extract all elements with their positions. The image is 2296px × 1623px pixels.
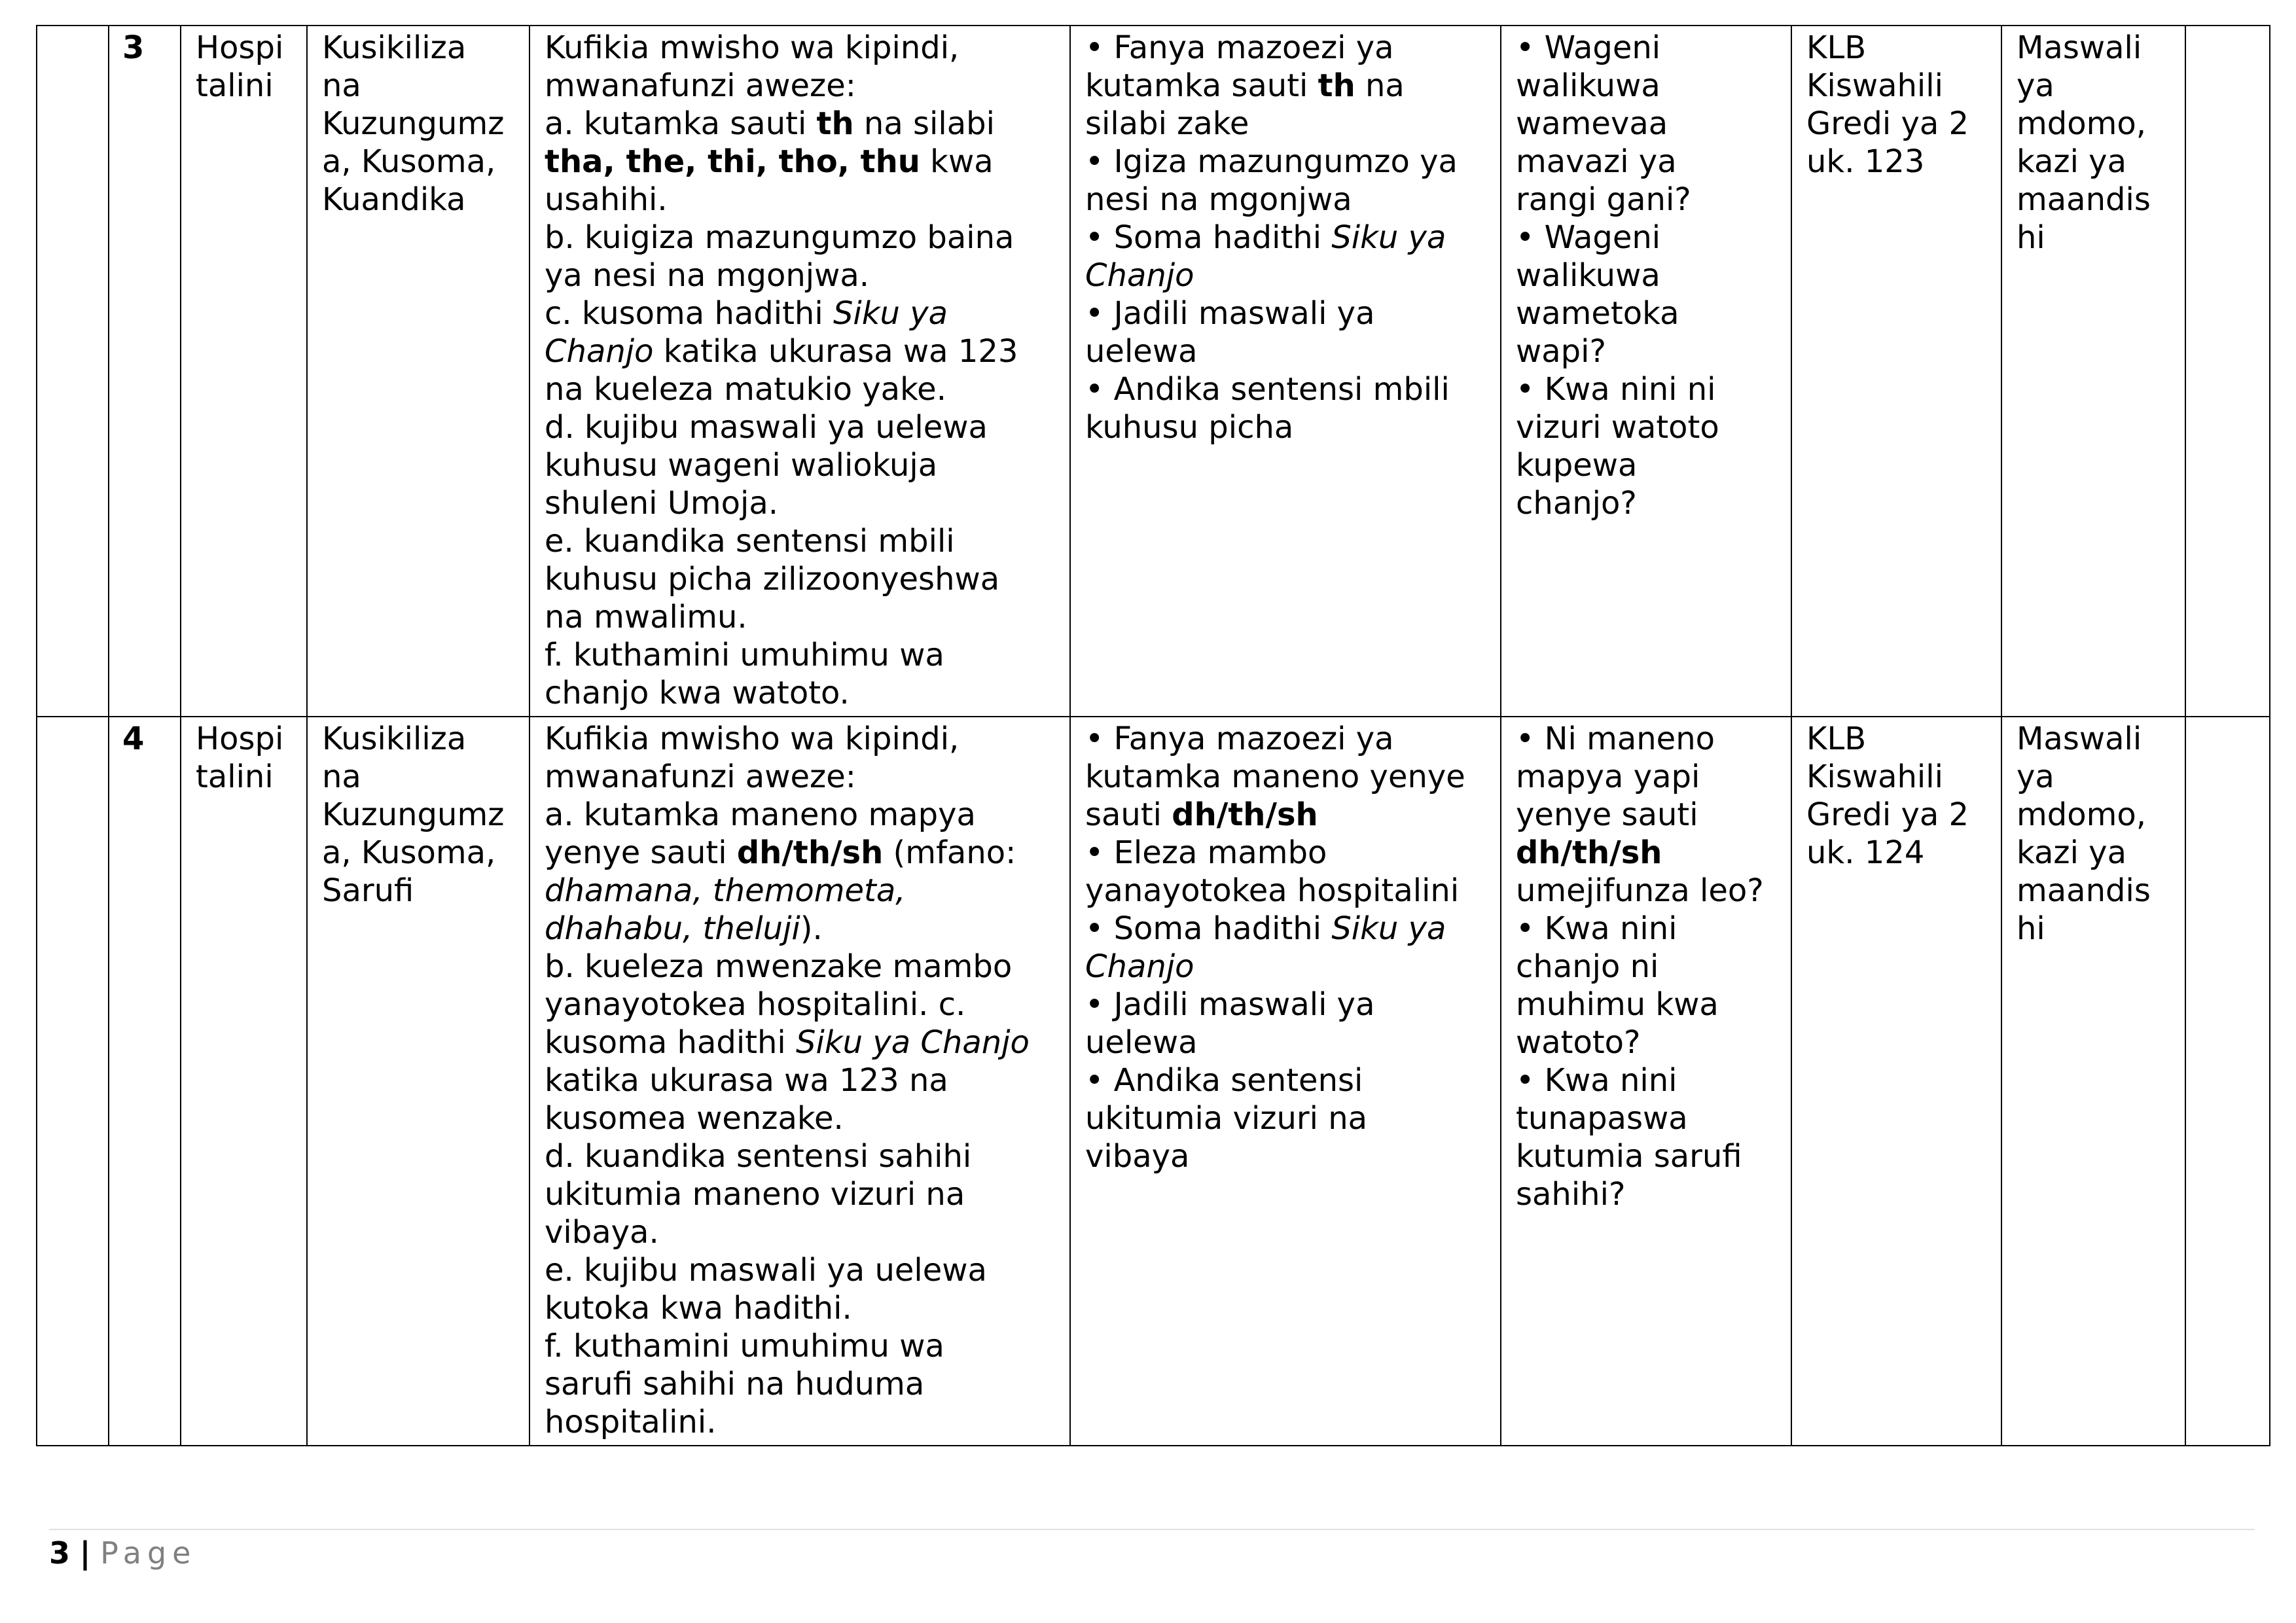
text-run: vizuri watoto [1516,409,1719,446]
cell-line [1085,294,1486,332]
text-run: na [1355,67,1405,104]
cell-line: talini [196,67,274,104]
cell-line: Maswali [2017,721,2142,757]
week-cell [37,26,109,717]
cell-line [1516,1137,1776,1175]
text-run: silabi zake [1085,105,1249,142]
text-run: • Wageni [1516,29,1661,66]
cell-line [545,1327,1055,1365]
cell-line [545,834,1055,872]
text-run: kutamka maneno yenye [1085,758,1465,795]
key-inquiry-questions-cell [1501,26,1791,717]
cell-line [545,370,1055,408]
text-run: wapi? [1516,333,1606,370]
cell-line: a, Kusoma, [322,834,496,871]
cell-line: kazi ya [2017,143,2126,180]
text-run: watoto? [1516,1024,1641,1061]
text-run: • Andika sentensi mbili [1085,371,1450,408]
text-run: • Soma hadithi [1085,910,1332,947]
cell-line [545,796,1055,834]
text-run: • Wageni [1516,219,1661,256]
text-run: ). [800,910,823,947]
cell-line: Maswali [2017,29,2142,66]
text-run: shuleni Umoja. [545,485,778,522]
cell-line [545,1365,1055,1403]
footer-separator: | [79,1535,91,1571]
cell-line: Kusikiliza [322,721,467,757]
cell-line [1516,105,1776,143]
cell-line [545,1099,1055,1137]
cell-line [1085,986,1486,1024]
substrand-cell [307,26,529,717]
italic-text: Siku ya [833,295,948,332]
cell-line [1516,986,1776,1024]
page-footer [49,1533,196,1573]
cell-line [1085,143,1486,181]
remarks-cell [2185,26,2270,717]
cell-line [545,758,1055,796]
text-run: walikuwa [1516,67,1660,104]
cell-line [545,598,1055,636]
cell-line: kazi ya [2017,834,2126,871]
text-run: • Jadili maswali ya [1085,295,1375,332]
text-run: na kueleza matukio yake. [545,371,946,408]
text-run: nesi na mgonjwa [1085,181,1352,218]
text-run: chanjo ni [1516,948,1659,985]
cell-line [1516,219,1776,257]
text-run: vibaya. [545,1214,659,1251]
cell-line [545,1024,1055,1061]
lesson-number: 3 [122,29,145,66]
text-run: rangi gani? [1516,181,1691,218]
text-run: kutoka kwa hadithi. [545,1290,852,1327]
page-number: 3 [49,1535,71,1571]
text-run: usahihi. [545,181,668,218]
text-run: • Kwa nini [1516,910,1677,947]
cell-line: Hospi [196,721,284,757]
cell-line [545,674,1055,712]
cell-line [1516,408,1776,446]
cell-line: uk. 124 [1806,834,1925,871]
cell-line [1516,758,1776,796]
text-run: sauti [1085,796,1172,833]
cell-line: mdomo, [2017,796,2146,833]
italic-text: Chanjo [545,333,654,370]
cell-line [1516,1175,1776,1213]
text-run: kusomea wenzake. [545,1100,844,1137]
text-run: katika ukurasa wa 123 na [545,1062,948,1099]
assessment-text [2017,720,2170,948]
cell-line [545,986,1055,1024]
cell-line [1085,257,1486,294]
cell-line [545,1175,1055,1213]
text-run: kuhusu picha [1085,409,1294,446]
cell-line [545,332,1055,370]
week-cell [37,717,109,1446]
bold-text: dh/th/sh [1172,796,1318,833]
learning-outcomes-text [545,720,1055,1441]
cell-line [545,257,1055,294]
text-run: kwa [920,143,994,180]
cell-line: uk. 123 [1806,143,1925,180]
cell-line [1516,67,1776,105]
text-run: (mfano: [883,834,1016,871]
bold-text: dh/th/sh [736,834,884,871]
text-run: ukitumia maneno vizuri na [545,1176,965,1213]
cell-line: na [322,758,361,795]
italic-text: Chanjo [1085,257,1194,294]
cell-line: Kuandika [322,181,466,218]
cell-line [1516,720,1776,758]
cell-line [1085,910,1486,948]
cell-line [1085,758,1486,796]
cell-line: Hospi [196,29,284,66]
lesson-number-cell [109,717,181,1446]
text-run: • Fanya mazoezi ya [1085,29,1394,66]
learning-resources-text [1806,720,1986,872]
text-run: mwanafunzi aweze: [545,67,856,104]
text-run: • Andika sentensi [1085,1062,1363,1099]
cell-line: Kiswahili [1806,67,1943,104]
text-run: sarufi sahihi na huduma [545,1366,925,1402]
italic-text: Siku ya [1331,910,1446,947]
lesson-number: 4 [122,721,145,757]
text-run: • Soma hadithi [1085,219,1332,256]
cell-line: Kuzungumz [322,796,505,833]
cell-line [545,408,1055,446]
cell-line [1516,796,1776,834]
cell-line: ya [2017,67,2054,104]
cell-line [1085,1137,1486,1175]
text-run: d. kuandika sentensi sahihi [545,1138,972,1175]
text-run: mapya yapi [1516,758,1700,795]
cell-line: maandis [2017,181,2151,218]
text-run: wamevaa [1516,105,1668,142]
text-run: yenye sauti [1516,796,1698,833]
cell-line: Gredi ya 2 [1806,105,1969,142]
cell-line [1085,948,1486,986]
learning-outcomes-cell [529,717,1070,1446]
cell-line [1516,910,1776,948]
text-run: kuhusu picha zilizoonyeshwa [545,561,1000,597]
learning-outcomes-text [545,29,1055,712]
cell-line [1516,948,1776,986]
cell-line [545,1403,1055,1441]
text-run: Kufikia mwisho wa kipindi, [545,721,960,757]
italic-text: Chanjo [1085,948,1194,985]
cell-line [545,560,1055,598]
cell-line [545,910,1055,948]
text-run: • Jadili maswali ya [1085,986,1375,1023]
text-run: kutamka sauti [1085,67,1318,104]
cell-line: Kusikiliza [322,29,467,66]
text-run: d. kujibu maswali ya uelewa [545,409,988,446]
cell-line: maandis [2017,872,2151,909]
text-run: chanjo kwa watoto. [545,675,850,711]
text-run: tunapaswa [1516,1100,1688,1137]
strand-cell [181,717,307,1446]
lesson-number-cell [109,26,181,717]
cell-line: KLB [1806,29,1867,66]
cell-line [1085,408,1486,446]
footer-divider [49,1529,2255,1530]
table-row [37,717,2270,1446]
cell-line [1085,1061,1486,1099]
cell-line [1516,1024,1776,1061]
text-run: uelewa [1085,1024,1198,1061]
text-run: walikuwa [1516,257,1660,294]
cell-line [1085,219,1486,257]
cell-line [1085,370,1486,408]
text-run: c. kusoma hadithi [545,295,833,332]
cell-line: Kuzungumz [322,105,505,142]
learning-experiences-text [1085,720,1486,1175]
cell-line [545,105,1055,143]
strand-text [196,720,292,796]
text-run: katika ukurasa wa 123 [653,333,1018,370]
cell-line [545,446,1055,484]
text-run: muhimu kwa [1516,986,1719,1023]
cell-line [545,1061,1055,1099]
cell-line: Kiswahili [1806,758,1943,795]
text-run: kupewa [1516,447,1638,484]
cell-line: a, Kusoma, [322,143,496,180]
text-run: • Kwa nini [1516,1062,1677,1099]
text-run: yanayotokea hospitalini [1085,872,1460,909]
cell-line: ya [2017,758,2054,795]
cell-line [1516,181,1776,219]
assessment-cell [2001,26,2185,717]
bold-text: dh/th/sh [1516,834,1662,871]
substrand-cell [307,717,529,1446]
learning-resources-cell [1791,717,2001,1446]
key-inquiry-questions-text [1516,29,1776,522]
cell-line [1516,1061,1776,1099]
learning-resources-cell [1791,26,2001,717]
text-run: ukitumia vizuri na [1085,1100,1368,1137]
cell-line [545,219,1055,257]
cell-line [1085,29,1486,67]
cell-line [1085,181,1486,219]
bold-text: tha, the, thi, tho, thu [545,143,920,180]
italic-text: Siku ya [1331,219,1446,256]
cell-line: hi [2017,219,2045,256]
cell-line [545,948,1055,986]
cell-line [1516,446,1776,484]
cell-line [1516,370,1776,408]
cell-line: Sarufi [322,872,414,909]
cell-line [1085,720,1486,758]
bold-text: th [1318,67,1355,104]
substrand-text [322,29,514,219]
cell-line [545,143,1055,181]
cell-line [545,29,1055,67]
cell-line [1085,796,1486,834]
text-run: yenye sauti [545,834,737,871]
text-run: f. kuthamini umuhimu wa [545,1328,944,1364]
learning-experiences-text [1085,29,1486,446]
cell-line: talini [196,758,274,795]
cell-line [1085,1024,1486,1061]
italic-text: dhamana, themometa, [545,872,906,909]
text-run: kusoma hadithi [545,1024,797,1061]
text-run: umejifunza leo? [1516,872,1764,909]
cell-line [1516,1099,1776,1137]
text-run: sahihi? [1516,1176,1626,1213]
cell-line [1516,484,1776,522]
cell-line [1085,872,1486,910]
cell-line [545,636,1055,674]
key-inquiry-questions-text [1516,720,1776,1213]
text-run: uelewa [1085,333,1198,370]
learning-experiences-cell [1070,717,1501,1446]
cell-line [1516,143,1776,181]
cell-line [1516,834,1776,872]
bold-text: th [816,105,854,142]
cell-line [545,484,1055,522]
text-run: e. kujibu maswali ya uelewa [545,1252,987,1289]
text-run: a. kutamka sauti [545,105,817,142]
cell-line [545,1137,1055,1175]
cell-line [1516,872,1776,910]
text-run: yanayotokea hospitalini. c. [545,986,966,1023]
cell-line: KLB [1806,721,1867,757]
text-run: na mwalimu. [545,599,747,635]
cell-line [1085,332,1486,370]
text-run: b. kuigiza mazungumzo baina [545,219,1014,256]
cell-line [1085,67,1486,105]
text-run: e. kuandika sentensi mbili [545,523,955,560]
cell-line [545,294,1055,332]
text-run: vibaya [1085,1138,1190,1175]
page-label: Page [100,1535,197,1571]
key-inquiry-questions-cell [1501,717,1791,1446]
table-row [37,26,2270,717]
text-run: wametoka [1516,295,1679,332]
cell-line [1516,294,1776,332]
assessment-text [2017,29,2170,257]
cell-line [545,1251,1055,1289]
text-run: mavazi ya [1516,143,1677,180]
cell-line [545,522,1055,560]
text-run: b. kueleza mwenzake mambo [545,948,1013,985]
text-run: mwanafunzi aweze: [545,758,856,795]
strand-cell [181,26,307,717]
cell-line [1516,29,1776,67]
cell-line [1516,257,1776,294]
cell-line [545,872,1055,910]
text-run: na silabi [853,105,995,142]
cell-line [1085,105,1486,143]
text-run: ya nesi na mgonjwa. [545,257,870,294]
text-run: f. kuthamini umuhimu wa [545,637,944,673]
scheme-of-work-table [36,25,2270,1446]
assessment-cell [2001,717,2185,1446]
learning-outcomes-cell [529,26,1070,717]
text-run: • Igiza mazungumzo ya [1085,143,1458,180]
cell-line [1085,1099,1486,1137]
text-run: chanjo? [1516,485,1637,522]
learning-experiences-cell [1070,26,1501,717]
cell-line [545,1289,1055,1327]
cell-line: hi [2017,910,2045,947]
cell-line: mdomo, [2017,105,2146,142]
cell-line [545,67,1055,105]
text-run: • Fanya mazoezi ya [1085,721,1394,757]
cell-line [1085,834,1486,872]
italic-text: Siku ya Chanjo [796,1024,1030,1061]
remarks-cell [2185,717,2270,1446]
italic-text: dhahabu, theluji [545,910,800,947]
text-run: • Ni maneno [1516,721,1715,757]
cell-line: na [322,67,361,104]
strand-text [196,29,292,105]
cell-line [545,1213,1055,1251]
text-run: • Eleza mambo [1085,834,1327,871]
substrand-text [322,720,514,910]
text-run: kuhusu wageni waliokuja [545,447,938,484]
text-run: a. kutamka maneno mapya [545,796,976,833]
cell-line [545,181,1055,219]
text-run: hospitalini. [545,1404,717,1440]
learning-resources-text [1806,29,1986,181]
text-run: • Kwa nini ni [1516,371,1716,408]
cell-line [545,720,1055,758]
cell-line [1516,332,1776,370]
text-run: Kufikia mwisho wa kipindi, [545,29,960,66]
cell-line: Gredi ya 2 [1806,796,1969,833]
text-run: kutumia sarufi [1516,1138,1742,1175]
